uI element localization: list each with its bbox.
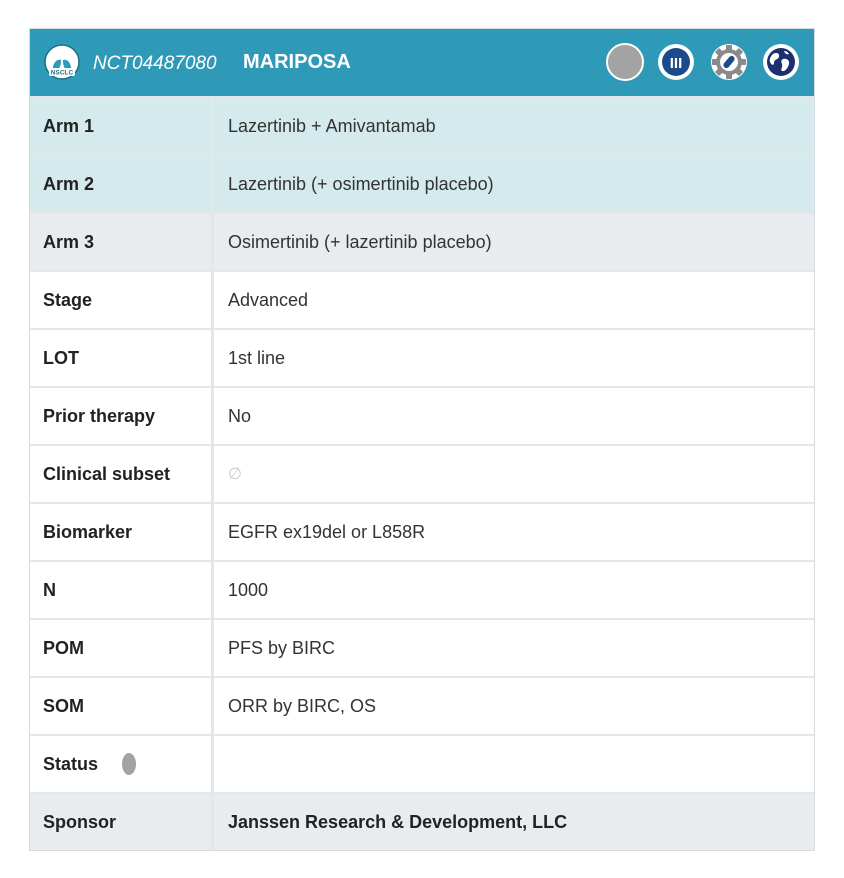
table-row-sponsor: [30, 792, 814, 850]
trial-header: [30, 29, 814, 96]
row-label: Arm 2: [30, 156, 214, 212]
row-value: Lazertinib (+ osimertinib placebo): [228, 173, 494, 194]
row-label: N: [30, 562, 214, 618]
table-row-pom: [30, 618, 814, 676]
phase-badge-icon: [656, 42, 696, 82]
table-row-clinical-subset: [30, 444, 814, 502]
table-row-stage: [30, 270, 814, 328]
row-value: Osimertinib (+ lazertinib placebo): [228, 231, 492, 252]
row-value: PFS by BIRC: [228, 637, 336, 658]
globe-icon: [761, 42, 801, 82]
status-circle-icon: [605, 42, 645, 82]
row-label: Arm 1: [30, 98, 214, 154]
table-row-n: [30, 560, 814, 618]
table-row-biomarker: [30, 502, 814, 560]
table-row-status: [30, 734, 814, 792]
trial-name: MARIPOSA: [243, 51, 351, 73]
logo-text: NSCLC: [50, 69, 74, 77]
row-value: Lazertinib + Amivantamab: [228, 115, 436, 136]
row-label: LOT: [30, 330, 214, 386]
table-row-arm-2: [30, 154, 814, 212]
row-value: No: [228, 405, 252, 426]
row-label: SOM: [30, 678, 214, 734]
row-label: Status: [43, 753, 99, 774]
table-row-lot: [30, 328, 814, 386]
row-label: POM: [30, 620, 214, 676]
row-value: 1st line: [228, 347, 286, 368]
row-label: Arm 3: [30, 214, 214, 270]
row-value: [214, 736, 814, 792]
row-label: Biomarker: [30, 504, 214, 560]
row-value: EGFR ex19del or L858R: [228, 521, 426, 542]
table-row-som: [30, 676, 814, 734]
nct-id[interactable]: NCT04487080: [93, 53, 217, 74]
row-label: Prior therapy: [30, 388, 214, 444]
row-value: 1000: [228, 579, 269, 600]
row-value: ORR by BIRC, OS: [228, 695, 377, 716]
status-indicator-icon: [122, 753, 136, 775]
table-row-arm-1: [30, 96, 814, 154]
row-value: Janssen Research & Development, LLC: [228, 811, 568, 832]
row-label: Stage: [30, 272, 214, 328]
table-row-arm-3: [30, 212, 814, 270]
phase-label: III: [669, 55, 683, 72]
trial-card: [29, 28, 815, 851]
nsclc-lung-icon: [44, 44, 80, 80]
row-label: Sponsor: [30, 794, 214, 850]
empty-set-value: ∅: [228, 466, 242, 483]
drug-gear-icon: [709, 42, 749, 82]
row-label: Clinical subset: [30, 446, 214, 502]
table-row-prior-therapy: [30, 386, 814, 444]
row-value: Advanced: [228, 289, 309, 310]
